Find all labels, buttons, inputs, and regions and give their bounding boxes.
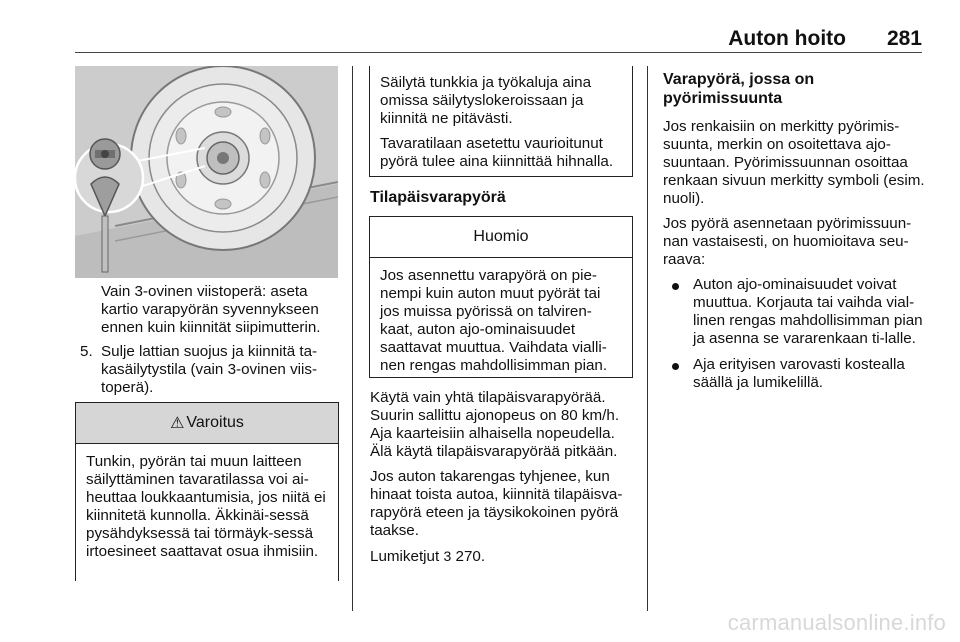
middle-paragraph-2: Jos auton takarengas tyhjenee, kun hinaat toista autoa, kiinnitä tilapäisva-rapyörä eteen ja täysikokoinen pyörä taakse. xyxy=(370,468,623,539)
reference-arrow-icon: 3 xyxy=(443,548,452,564)
bullet-list xyxy=(663,276,925,392)
right-paragraph-1: Jos renkaisiin on merkitty pyörimis-suunta, merkin on osoitettava ajo-suuntaan. Pyörimissuunnan osoittaa renkaan sivuun merkitty symboli (esim. nuoli). xyxy=(663,118,925,207)
storage-note-body xyxy=(370,66,632,184)
list-item xyxy=(663,276,925,348)
storage-note-box xyxy=(369,66,633,177)
cross-reference-page[interactable]: 270. xyxy=(455,548,486,565)
watermark: carmanualsonline.info xyxy=(727,610,946,635)
step-number: 5. xyxy=(80,343,93,360)
header-rule xyxy=(75,52,922,53)
bullet-text: Auton ajo-ominaisuudet voivat muuttua. Korjauta tai vaihda vial-linen rengas mahdollisimman pian ja asenna se vararenkaan ti-lalle. xyxy=(693,276,923,347)
notice-text: Jos asennettu varapyörä on pie-nempi kuin auton muut pyörät tai jos muissa pyörissä on talviren-kaat, auton ajo-ominaisuudet saattavat muuttua. Vaihdata vialli-nen rengas mahdollisimman pian. xyxy=(380,267,608,374)
notice-box xyxy=(369,216,633,378)
warning-header xyxy=(76,403,338,444)
column-divider-left xyxy=(352,66,353,611)
chapter-title: Auton hoito xyxy=(728,27,846,50)
warning-title: Varoitus xyxy=(186,414,244,431)
figure-caption: Vain 3-ovinen viistoperä: aseta kartio varapyörän syvennykseen ennen kuin kiinnität siipimutterin. xyxy=(101,283,321,336)
column-divider-right xyxy=(647,66,648,611)
warning-body xyxy=(76,444,338,574)
notice-header xyxy=(370,217,632,258)
step-text: Sulje lattian suojus ja kiinnitä ta-kasäilytystila (vain 3-ovinen viis-toperä). xyxy=(101,343,318,396)
cross-reference xyxy=(370,547,638,566)
page-number: 281 xyxy=(886,27,922,50)
warning-text: Tunkin, pyörän tai muun laitteen säilyttäminen tavaratilassa voi ai-heuttaa loukkaantumisia, jos niitä ei kiinnitetä kunnolla. Äkkinäi-sessä pysähdyksessä tai törmäyk-sessä irtoesineet saattavat osua ihmisiin. xyxy=(86,453,326,560)
spare-wheel-illustration xyxy=(75,66,338,278)
right-text-block xyxy=(663,70,925,400)
bullet-text: Aja erityisen varovasti kostealla säällä ja lumikelillä. xyxy=(693,356,905,391)
right-paragraph-2: Jos pyörä asennetaan pyörimissuun-nan vastaisesti, on huomioitava seu-raava: xyxy=(663,215,912,268)
warning-box xyxy=(75,402,339,581)
cross-reference-text: Lumiketjut xyxy=(370,548,440,565)
bullet-icon xyxy=(672,363,679,370)
page-header xyxy=(0,0,960,56)
middle-text-block xyxy=(370,389,638,573)
middle-paragraph-1: Käytä vain yhtä tilapäisvarapyörää. Suurin sallittu ajonopeus on 80 km/h. Aja kaarteisiin alhaisella nopeudella. Älä käytä tilapäisvarapyörää pitkään. xyxy=(370,389,620,460)
notice-body xyxy=(370,258,632,388)
warning-triangle-icon: ⚠ xyxy=(170,415,185,432)
storage-note-p1: Säilytä tunkkia ja työkaluja aina omissa säilytyslokeroissaan ja kiinnitä ne pitävästi. xyxy=(380,74,592,127)
bullet-icon xyxy=(672,283,679,290)
notice-title: Huomio xyxy=(473,228,529,245)
list-item xyxy=(663,356,925,392)
section-title-directional-spare: Varapyörä, jossa on pyörimissuunta xyxy=(663,71,815,107)
storage-note-p2: Tavaratilaan asetettu vaurioitunut pyörä tulee aina kiinnittää hihnalla. xyxy=(380,135,614,170)
section-title-temporary-spare: Tilapäisvarapyörä xyxy=(370,189,506,206)
